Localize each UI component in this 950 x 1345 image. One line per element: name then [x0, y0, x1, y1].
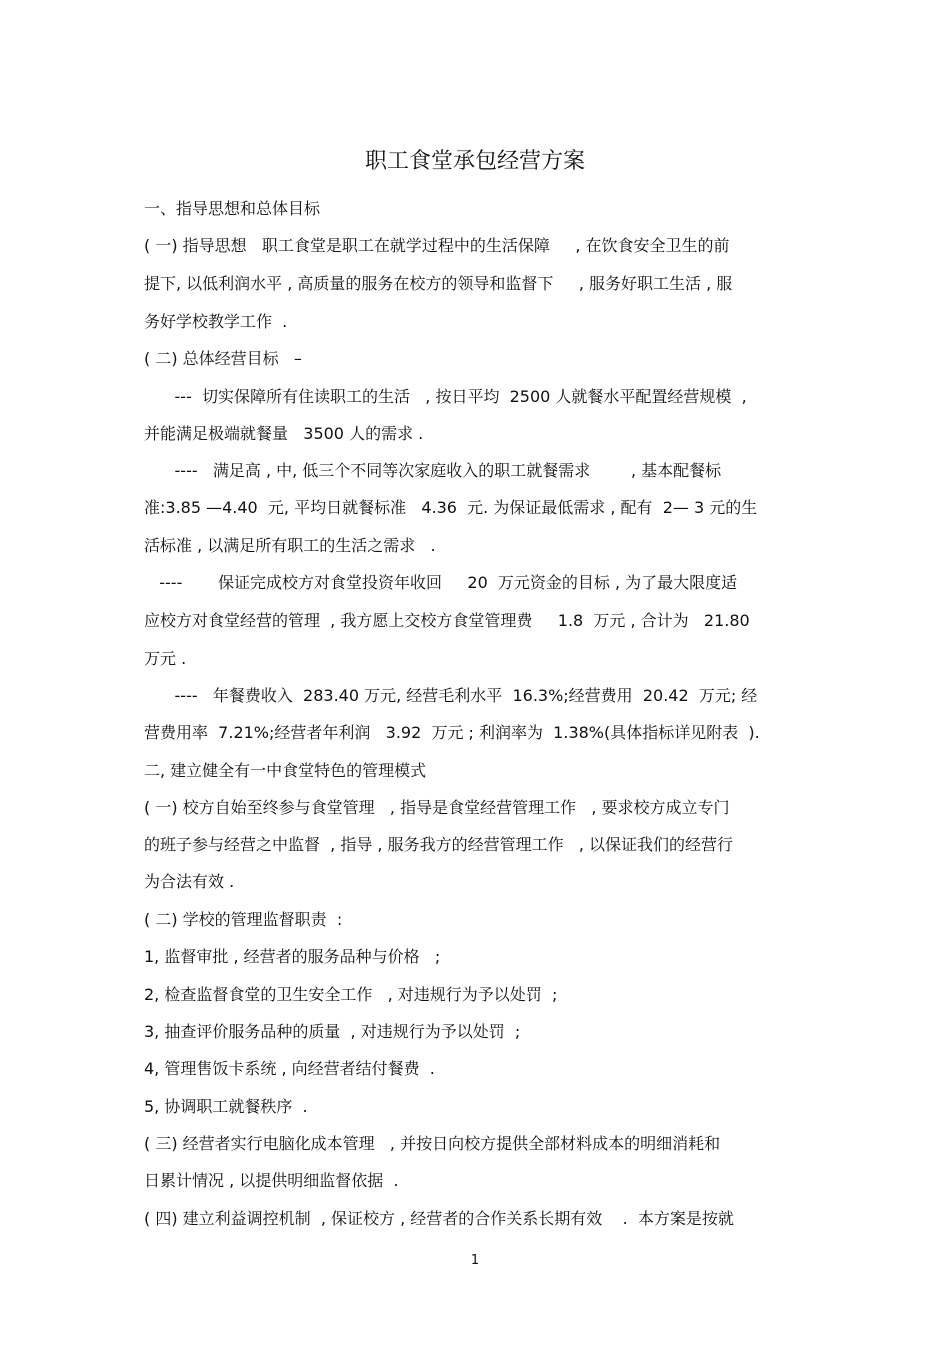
list-item: 5, 协调职工就餐秩序 . [144, 1097, 308, 1116]
paragraph-line: ( 二) 学校的管理监督职责 : [144, 910, 343, 929]
paragraph-line: 准:3.85 —4.40 元, 平均日就餐标准 4.36 元. 为保证最低需求 , 配有 2— 3 元的生 [144, 498, 758, 517]
paragraph-line: 并能满足极端就餐量 3500 人的需求 . [144, 424, 424, 443]
paragraph-line: 提下, 以低利润水平 , 高质量的服务在校方的领导和监督下 , 服务好职工生活 , 服 [144, 274, 733, 293]
list-item: 2, 检查监督食堂的卫生安全工作 , 对违规行为予以处罚 ; [144, 985, 558, 1004]
paragraph-line: 务好学校教学工作 . [144, 312, 288, 331]
paragraph-line: 应校方对食堂经营的管理 , 我方愿上交校方食堂管理费 1.8 万元 , 合计为 21.80 [144, 611, 750, 630]
paragraph-line: ( 二) 总体经营目标 – [144, 349, 302, 368]
paragraph-line: ---- 保证完成校方对食堂投资年收回 20 万元资金的目标 , 为了最大限度适 [144, 573, 738, 592]
paragraph-line: ---- 年餐费收入 283.40 万元, 经营毛利水平 16.3%;经营费用 20.42 万元; 经 [144, 686, 758, 705]
paragraph-line: ( 三) 经营者实行电脑化成本管理 , 并按日向校方提供全部材料成本的明细消耗和 [144, 1134, 721, 1153]
heading-section-2: 二, 建立健全有一中食堂特色的管理模式 [144, 761, 427, 780]
paragraph-line: 的班子参与经营之中监督 , 指导 , 服务我方的经营管理工作 , 以保证我们的经营行 [144, 835, 734, 854]
paragraph-line: 日累计情况 , 以提供明细监督依据 . [144, 1171, 399, 1190]
page-number: 1 [470, 1253, 480, 1268]
list-item: 1, 监督审批 , 经营者的服务品种与价格 ; [144, 947, 441, 966]
paragraph-line: 为合法有效 . [144, 872, 235, 891]
paragraph-line: 万元 . [144, 649, 187, 668]
paragraph-line: ---- 满足高 , 中, 低三个不同等次家庭收入的职工就餐需求 , 基本配餐标 [144, 461, 722, 480]
list-item: 4, 管理售饭卡系统 , 向经营者结付餐费 . [144, 1059, 435, 1078]
list-item: 3, 抽查评价服务品种的质量 , 对违规行为予以处罚 ; [144, 1022, 521, 1041]
heading-section-1: 一、指导思想和总体目标 [144, 199, 321, 218]
paragraph-line: ( 一) 校方自始至终参与食堂管理 , 指导是食堂经营管理工作 , 要求校方成立专门 [144, 798, 730, 817]
paragraph-line: 营费用率 7.21%;经营者年利润 3.92 万元 ; 利润率为 1.38%(具体指标详见附表 ). [144, 723, 760, 742]
paragraph-line: ( 一) 指导思想 职工食堂是职工在就学过程中的生活保障 , 在饮食安全卫生的前 [144, 236, 730, 255]
paragraph-line: ( 四) 建立利益调控机制 , 保证校方 , 经营者的合作关系长期有效 . 本方案是按就 [144, 1209, 734, 1228]
paragraph-line: --- 切实保障所有住读职工的生活 , 按日平均 2500 人就餐水平配置经营规模 , [144, 387, 747, 406]
page-title: 职工食堂承包经营方案 [364, 149, 585, 174]
paragraph-line: 活标准 , 以满足所有职工的生活之需求 . [144, 536, 436, 555]
